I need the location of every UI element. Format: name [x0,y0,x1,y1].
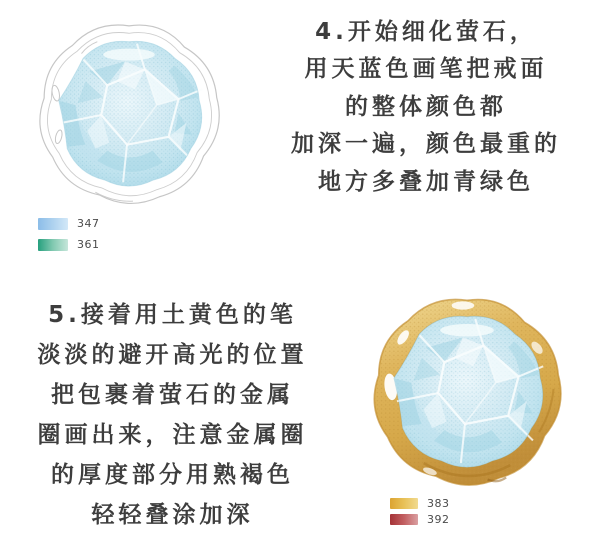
pencil-code-label: 383 [427,497,450,510]
instruction-line: 地方多叠加青绿色 [318,168,534,195]
gem-face-blue [59,41,202,186]
swatch-row-392 [390,513,450,526]
color-chip-347 [38,218,68,230]
color-chip-383 [390,498,418,509]
swatch-row-347 [38,217,100,230]
instruction-line: 的厚度部分用熟褐色 [51,462,294,488]
fluorite-gem-illustration-step4 [30,14,228,212]
pencil-code-label: 361 [77,238,100,251]
instruction-line: 5.接着用土黄色的笔 [48,302,297,328]
instruction-line: 淡淡的避开高光的位置 [37,342,308,368]
fluorite-gem-illustration-step5 [364,288,570,494]
color-chip-392 [390,514,418,525]
instruction-line: 圈画出来，注意金属圈 [37,422,308,448]
swatch-row-361 [38,238,100,251]
instruction-line: 加深一遍，颜色最重的 [291,131,561,158]
step-4-instructions [256,14,596,201]
instruction-line: 的整体颜色都 [345,93,507,120]
instruction-line: 4.开始细化萤石， [315,19,537,45]
step-5-instructions [0,295,345,535]
instruction-line: 轻轻叠涂加深 [91,502,254,528]
swatch-row-383 [390,497,450,510]
pencil-code-label: 392 [427,513,450,526]
pencil-code-label: 347 [77,217,100,230]
instruction-line: 用天蓝色画笔把戒面 [304,56,548,83]
color-chip-361 [38,239,68,251]
instruction-line: 把包裹着萤石的金属 [51,382,294,408]
